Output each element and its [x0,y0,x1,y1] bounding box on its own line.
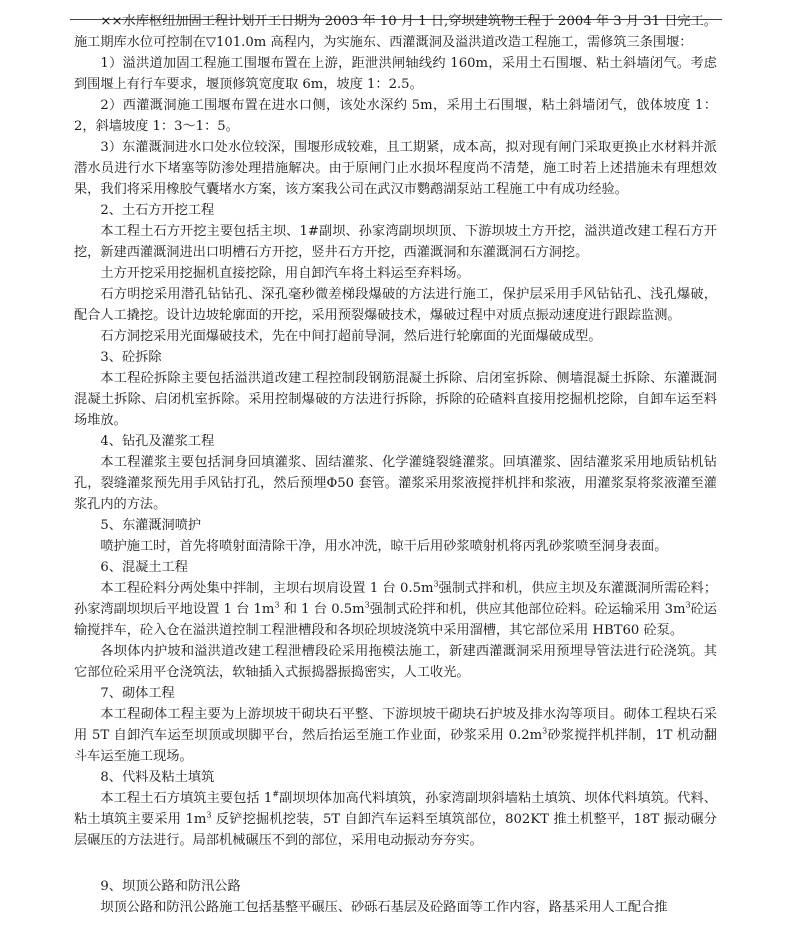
concrete-placement-paragraph: 各坝体内护坡和溢洪道改建工程泄槽段砼采用拖模法施工，新建西灌溉洞采用预埋导管法进行砼浇筑。其它部位砼采用平仓浇筑法，软轴插入式振捣器振捣密实，人工收光。 [74,644,717,680]
cofferdam-item-2: 2）西灌溉洞施工围堰布置在进水口侧，该处水深约 5m，采用土石围堰，粘土斜墙闭气，戗体坡度 1：2，斜墙坡度 1：3～1：5。 [74,98,717,134]
fill-paragraph: 本工程土石方填筑主要包括 1#副坝坝体加高代料填筑，孙家湾副坝斜墙粘土填筑、坝体代料填筑。代料、粘土填筑主要采用 $1m^3$ 反铲挖掘机挖装，5T 自卸汽车运料至填筑部位，802KT 推土机整平，18T 振动碾分层碾压的方法进行。局部机械碾压不到的部位，采用电动振动夯夯实。 [74,789,717,848]
section-heading-9: 9、坝顶公路和防汛公路 [100,879,241,894]
document-body [74,11,718,915]
concrete-mixing-paragraph: 本工程砼料分两处集中拌制，主坝右坝肩设置 1 台 $0.5m^3$强制式拌和机，供应主坝及东灌溉洞所需砼料；孙家湾副坝坝后平地设置 1 台 $1m^3$ 和 1 台 $0.5m^3$强制式砼拌和机，供应其他部位砼料。砼运输采用 $3m^3$砼运输搅拌车，砼入仓在溢洪道控制工程泄槽段和各坝砼坝坡浇筑中采用溜槽，其它部位采用 HBT60 砼泵。 [74,579,718,638]
road-paragraph: 坝顶公路和防汛公路施工包括基整平碾压、砂砾石基层及砼路面等工作内容，路基采用人工配合推 [100,900,668,915]
blank-line [74,851,717,876]
earthwork-paragraph: 本工程土石方开挖主要包括主坝、1#副坝、孙家湾副坝坝顶、下游坝坡土方开挖，溢洪道改建工程石方开挖，新建西灌溉洞进出口明槽石方开挖，竖井石方开挖，西灌溉洞和东灌溉洞石方洞挖。 [74,224,717,260]
section-heading-7: 7、砌体工程 [100,686,175,701]
intro-paragraph: ××水库枢纽加固工程计划开工日期为 2003 年 10 月 1 日,穿坝建筑物工程于 2004 年 3 月 31 日完工。施工期库水位可控制在▽101.0m 高程内，为实施东、西灌溉洞及溢洪道改造工程施工，需修筑三条围堰： [74,14,717,50]
demolition-paragraph: 本工程砼拆除主要包括溢洪道改建工程控制段钢筋混凝土拆除、启闭室拆除、侧墙混凝土拆除、东灌溉洞混凝土拆除、启闭机室拆除。采用控制爆破的方法进行拆除，拆除的砼碴料直接用挖掘机挖除，自卸车运至料场堆放。 [74,371,717,428]
truncated-line-wrapper [74,897,717,915]
section-heading-3: 3、砼拆除 [100,350,162,365]
section-heading-4: 4、钻孔及灌浆工程 [100,434,215,449]
masonry-paragraph: 本工程砌体工程主要为上游坝坡干砌块石平整、下游坝坡干砌块石护坡及排水沟等项目。砌体工程块石采用 5T 自卸汽车运至坝顶或坝脚平台，然后抬运至施工作业面，砂浆采用 $0.2m^3$砂浆搅拌机拌制，1T 机动翻斗车运至施工现场。 [74,707,717,764]
rock-tunnel-excavation-paragraph: 石方洞挖采用光面爆破技术，先在中间打超前导洞，然后进行轮廓面的光面爆破成型。 [100,329,602,344]
shotcrete-paragraph: 喷护施工时，首先将喷射面清除干净，用水冲洗，晾干后用砂浆喷射机将丙乳砂浆喷至洞身表面。 [100,539,668,554]
section-heading-6: 6、混凝土工程 [100,560,188,575]
section-heading-5: 5、东灌溉洞喷护 [100,518,202,533]
grouting-paragraph: 本工程灌浆主要包括洞身回填灌浆、固结灌浆、化学灌缝裂缝灌浆。回填灌浆、固结灌浆采用地质钻机钻孔，裂缝灌浆预先用手风钻打孔，然后预埋Φ50 套管。灌浆采用浆液搅拌机拌和浆液，用灌浆泵将浆液灌至灌浆孔内的方法。 [74,455,717,512]
section-heading-2: 2、土石方开挖工程 [100,203,215,218]
cofferdam-item-3: 3）东灌溉洞进水口处水位较深，围堰形成较难，且工期紧，成本高，拟对现有闸门采取更换止水材料并派潜水员进行水下堵塞等防渗处理措施解决。由于原闸门止水损坏程度尚不清楚，施工时若上述措施未有理想效果，我们将采用橡胶气囊堵水方案，该方案我公司在武汉市鹦鹉湖泵站工程施工中有成功经验。 [74,140,717,197]
cofferdam-item-1: 1）溢洪道加固工程施工围堰布置在上游，距泄洪闸轴线约 160m，采用土石围堰、粘土斜墙闭气。考虑到围堰上有行车要求，堰顶修筑宽度取 6m，坡度 1：2.5。 [74,56,717,92]
earth-excavation-paragraph: 土方开挖采用挖掘机直接挖除，用自卸汽车将土料运至弃料场。 [100,266,470,281]
section-heading-8: 8、代料及粘土填筑 [100,770,215,785]
rock-open-excavation-paragraph: 石方明挖采用潜孔钻钻孔、深孔毫秒微差梯段爆破的方法进行施工，保护层采用手风钻钻孔、浅孔爆破，配合人工撬挖。设计边坡轮廓面的开挖，采用预裂爆破技术，爆破过程中对质点振动速度进行跟踪监测。 [74,287,717,323]
